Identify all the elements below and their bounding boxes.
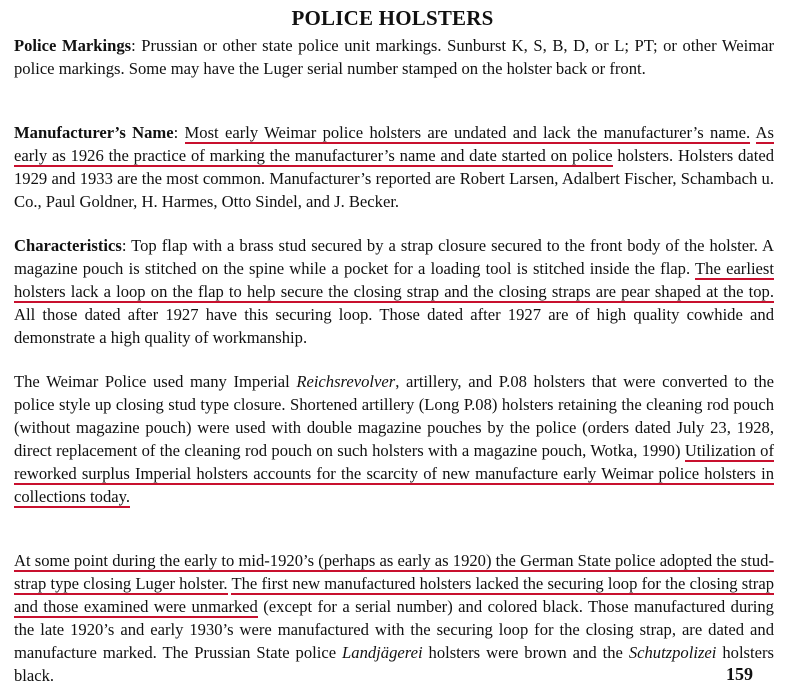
text: The Weimar Police used many Imperial xyxy=(14,372,297,391)
text: holsters were brown and the xyxy=(422,643,629,662)
paragraph-weimar-police xyxy=(14,370,774,508)
underlined-highlight: Most early Weimar police holsters are undated and lack the manufacturer’s name. xyxy=(184,123,751,142)
underlined-highlight: Utilization of reworked surplus Imperial holsters accounts for the scarcity of new manufacture early Weimar police holsters in collections today. xyxy=(14,441,774,506)
underlined-highlight: The earliest holsters lack a loop on the flap to help secure the closing strap and the closing straps are pear shaped at the top. xyxy=(14,259,774,301)
colon: : xyxy=(173,123,185,142)
text: (except for a serial number) and colored black. Those manufactured during the late 1920’s and early 1930’s were manufactured with the securing loop for the closing strap, are dated and manufacture marked. The Prussian State police xyxy=(14,597,774,662)
text: , artillery, and P.08 holsters that were converted to the police style up closing stud type closure. Shortened artillery (Long P.08) holsters retaining the cleaning rod pouch (without magazine pouch) were used with double magazine pouches by the police (orders dated July 23, 1928, direct replacement of the cleaning rod pouch on such holsters with a magazine pouch, Wotka, 1990) xyxy=(14,372,774,460)
page-title: POLICE HOLSTERS xyxy=(291,6,494,30)
heading-manufacturers-name: Manufacturer’s Name xyxy=(14,123,174,142)
text-manufacturers-name: holsters. Holsters dated 1929 and 1933 are the most common. Manufacturer’s reported are Robert Larsen, Adalbert Fischer, Schambach u. Co., Paul Goldner, H. Harmes, Otto Sindel, and J. Becker. xyxy=(14,146,774,211)
underlined-highlight: As early as 1926 the practice of marking the manufacturer’s name and date started on police xyxy=(14,123,774,165)
page-number: 159 xyxy=(726,664,753,684)
text-police-markings: : Prussian or other state police unit markings. Sunburst K, S, B, D, or L; PT; or other Weimar police markings. Some may have the Luger serial number stamped on the holster back or front. xyxy=(14,36,774,78)
underlined-highlight: The first new manufactured holsters lacked the securing loop for the closing strap and those examined were unmarked xyxy=(14,574,774,616)
paragraph-manufacturers-name xyxy=(14,121,774,213)
text: holsters black. xyxy=(14,643,774,685)
gap xyxy=(750,123,755,142)
text-characteristics-1: : Top flap with a brass stud secured by a strap closure secured to the front body of the holster. A magazine pouch is stitched on the spine while a pocket for a loading tool is stitched inside the flap. xyxy=(14,236,774,278)
italic-term: Schutzpolizei xyxy=(628,643,717,662)
paragraph-state-police xyxy=(14,549,774,687)
underlined-highlight: At some point during the early to mid-1920’s (perhaps as early as 1920) the German State police adopted the stud-strap type closing Luger holster. xyxy=(14,551,774,593)
text-characteristics-2: All those dated after 1927 have this securing loop. Those dated after 1927 are of high quality cowhide and demonstrate a high quality of workmanship. xyxy=(14,305,774,347)
italic-term: Landjägerei xyxy=(342,643,423,662)
italic-term: Reichsrevolver xyxy=(296,372,396,391)
heading-characteristics: Characteristics xyxy=(14,236,122,255)
paragraph-characteristics xyxy=(14,234,774,349)
heading-police-markings: Police Markings xyxy=(14,36,132,55)
paragraph-police-markings xyxy=(14,34,774,80)
